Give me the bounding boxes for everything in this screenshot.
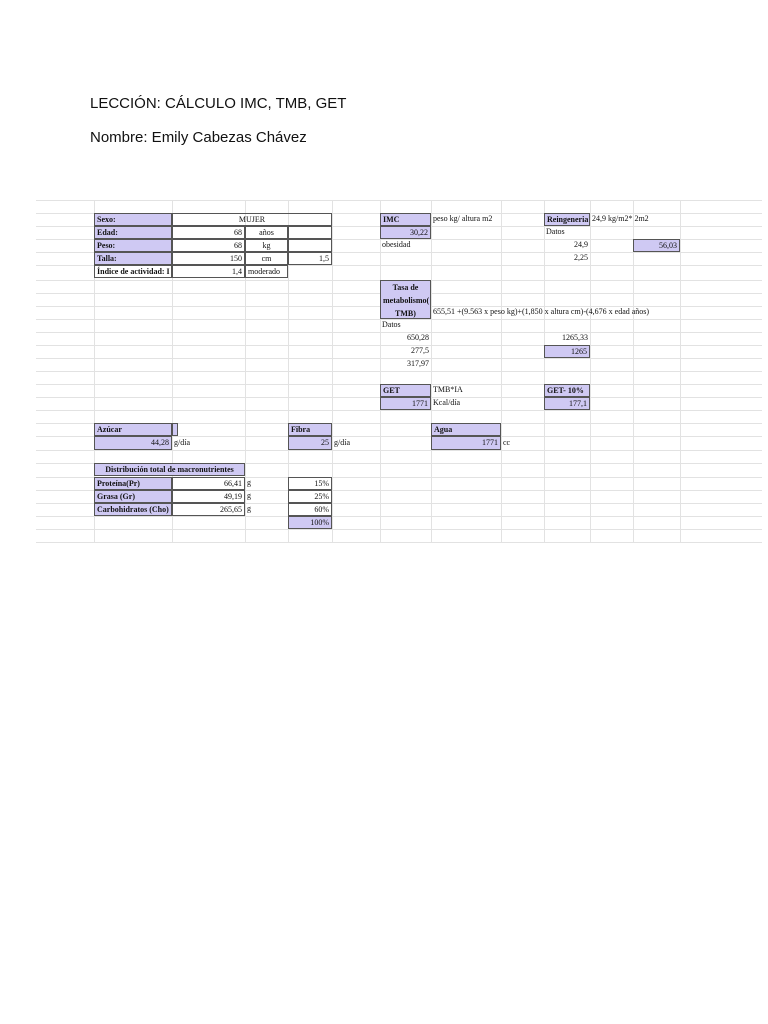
- macro-proteina-grams: 66,41: [172, 477, 245, 490]
- macro-carbohidratos-name: Carbohidratos (Cho): [94, 503, 172, 516]
- gridline-col: [332, 200, 333, 542]
- edad-unit: años: [245, 226, 288, 239]
- macro-carbohidratos-pct: 60%: [288, 503, 332, 516]
- imc-value: 30,22: [380, 226, 431, 239]
- tmb-datos: Datos: [382, 320, 401, 329]
- talla-meters: 1,5: [288, 252, 332, 265]
- gridline-row: [36, 371, 762, 372]
- macro-proteina-unit: g: [247, 478, 251, 487]
- page-title: LECCIÓN: CÁLCULO IMC, TMB, GET: [90, 95, 347, 112]
- azucar-unit: g/día: [174, 438, 190, 447]
- get10-value: 177,1: [544, 397, 590, 410]
- actividad-value: 1,4: [172, 265, 245, 278]
- peso-empty: [288, 239, 332, 252]
- gridline-col: [501, 200, 502, 542]
- imc-formula: peso kg/ altura m2: [433, 214, 493, 223]
- gridline-row: [36, 410, 762, 411]
- tmb-sum: 1265,33: [562, 333, 588, 342]
- get-unit: Kcal/día: [433, 398, 461, 407]
- gridline-col: [590, 200, 591, 542]
- tmb-result: 1265: [544, 345, 590, 358]
- talla-unit: cm: [245, 252, 288, 265]
- macro-grasa-unit: g: [247, 491, 251, 500]
- macro-grasa-pct: 25%: [288, 490, 332, 503]
- actividad-desc: moderado: [245, 265, 288, 278]
- gridline-row: [36, 542, 762, 543]
- agua-value: 1771: [431, 436, 501, 450]
- macro-proteina-name: Proteína(Pr): [94, 477, 172, 490]
- reingenieria-v1: 24,9: [574, 240, 588, 249]
- sexo-label: Sexo:: [94, 213, 172, 226]
- reingenieria-result: 56,03: [633, 239, 680, 252]
- azucar-label-fill: [172, 423, 178, 436]
- agua-unit: cc: [503, 438, 511, 447]
- talla-value: 150: [172, 252, 245, 265]
- macro-grasa-name: Grasa (Gr): [94, 490, 172, 503]
- get10-label: GET- 10%: [544, 384, 590, 397]
- get-value: 1771: [380, 397, 431, 410]
- fibra-unit: g/día: [334, 438, 350, 447]
- tmb-v2: 277,5: [411, 346, 429, 355]
- get-formula: TMB*IA: [433, 385, 463, 394]
- edad-empty: [288, 226, 332, 239]
- tmb-label-line3: TMB): [395, 309, 416, 318]
- tmb-v1: 650,28: [407, 333, 429, 342]
- imc-status: obesidad: [382, 240, 411, 249]
- azucar-label: Azúcar: [94, 423, 172, 436]
- reingenieria-v2: 2,25: [574, 253, 588, 262]
- reingenieria-formula: 24,9 kg/m2* 2m2: [592, 214, 649, 223]
- gridline-row: [36, 529, 762, 530]
- actividad-label: Índice de actividad: I: [94, 265, 172, 278]
- tmb-v3: 317,97: [407, 359, 429, 368]
- peso-value: 68: [172, 239, 245, 252]
- tmb-formula: 655,51 +(9.563 x peso kg)+(1,850 x altura cm)-(4,676 x edad años): [433, 307, 650, 316]
- macro-carbohidratos-grams: 265,65: [172, 503, 245, 516]
- reingenieria-datos: Datos: [546, 227, 565, 236]
- peso-unit: kg: [245, 239, 288, 252]
- edad-label: Edad:: [94, 226, 172, 239]
- gridline-row: [36, 200, 762, 201]
- talla-label: Talla:: [94, 252, 172, 265]
- macro-proteina-pct: 15%: [288, 477, 332, 490]
- reingenieria-label: Reingeneria: [544, 213, 590, 226]
- tmb-label-line2: metabolismo(: [383, 296, 430, 305]
- macros-title: Distribución total de macronutrientes: [94, 463, 245, 476]
- gridline-col: [680, 200, 681, 542]
- agua-label: Agua: [431, 423, 501, 436]
- imc-label: IMC: [380, 213, 431, 226]
- sexo-value: MUJER: [172, 213, 332, 226]
- macro-carbohidratos-unit: g: [247, 504, 251, 513]
- gridline-row: [36, 516, 762, 517]
- fibra-label: Fibra: [288, 423, 332, 436]
- tmb-label-line1: Tasa de: [392, 283, 419, 292]
- macro-grasa-grams: 49,19: [172, 490, 245, 503]
- author-name: Nombre: Emily Cabezas Chávez: [90, 129, 307, 146]
- edad-value: 68: [172, 226, 245, 239]
- azucar-value: 44,28: [94, 436, 172, 450]
- gridline-row: [36, 450, 762, 451]
- tmb-label: [380, 280, 431, 319]
- fibra-value: 25: [288, 436, 332, 450]
- get-label: GET: [380, 384, 431, 397]
- macros-total-pct: 100%: [288, 516, 332, 529]
- peso-label: Peso:: [94, 239, 172, 252]
